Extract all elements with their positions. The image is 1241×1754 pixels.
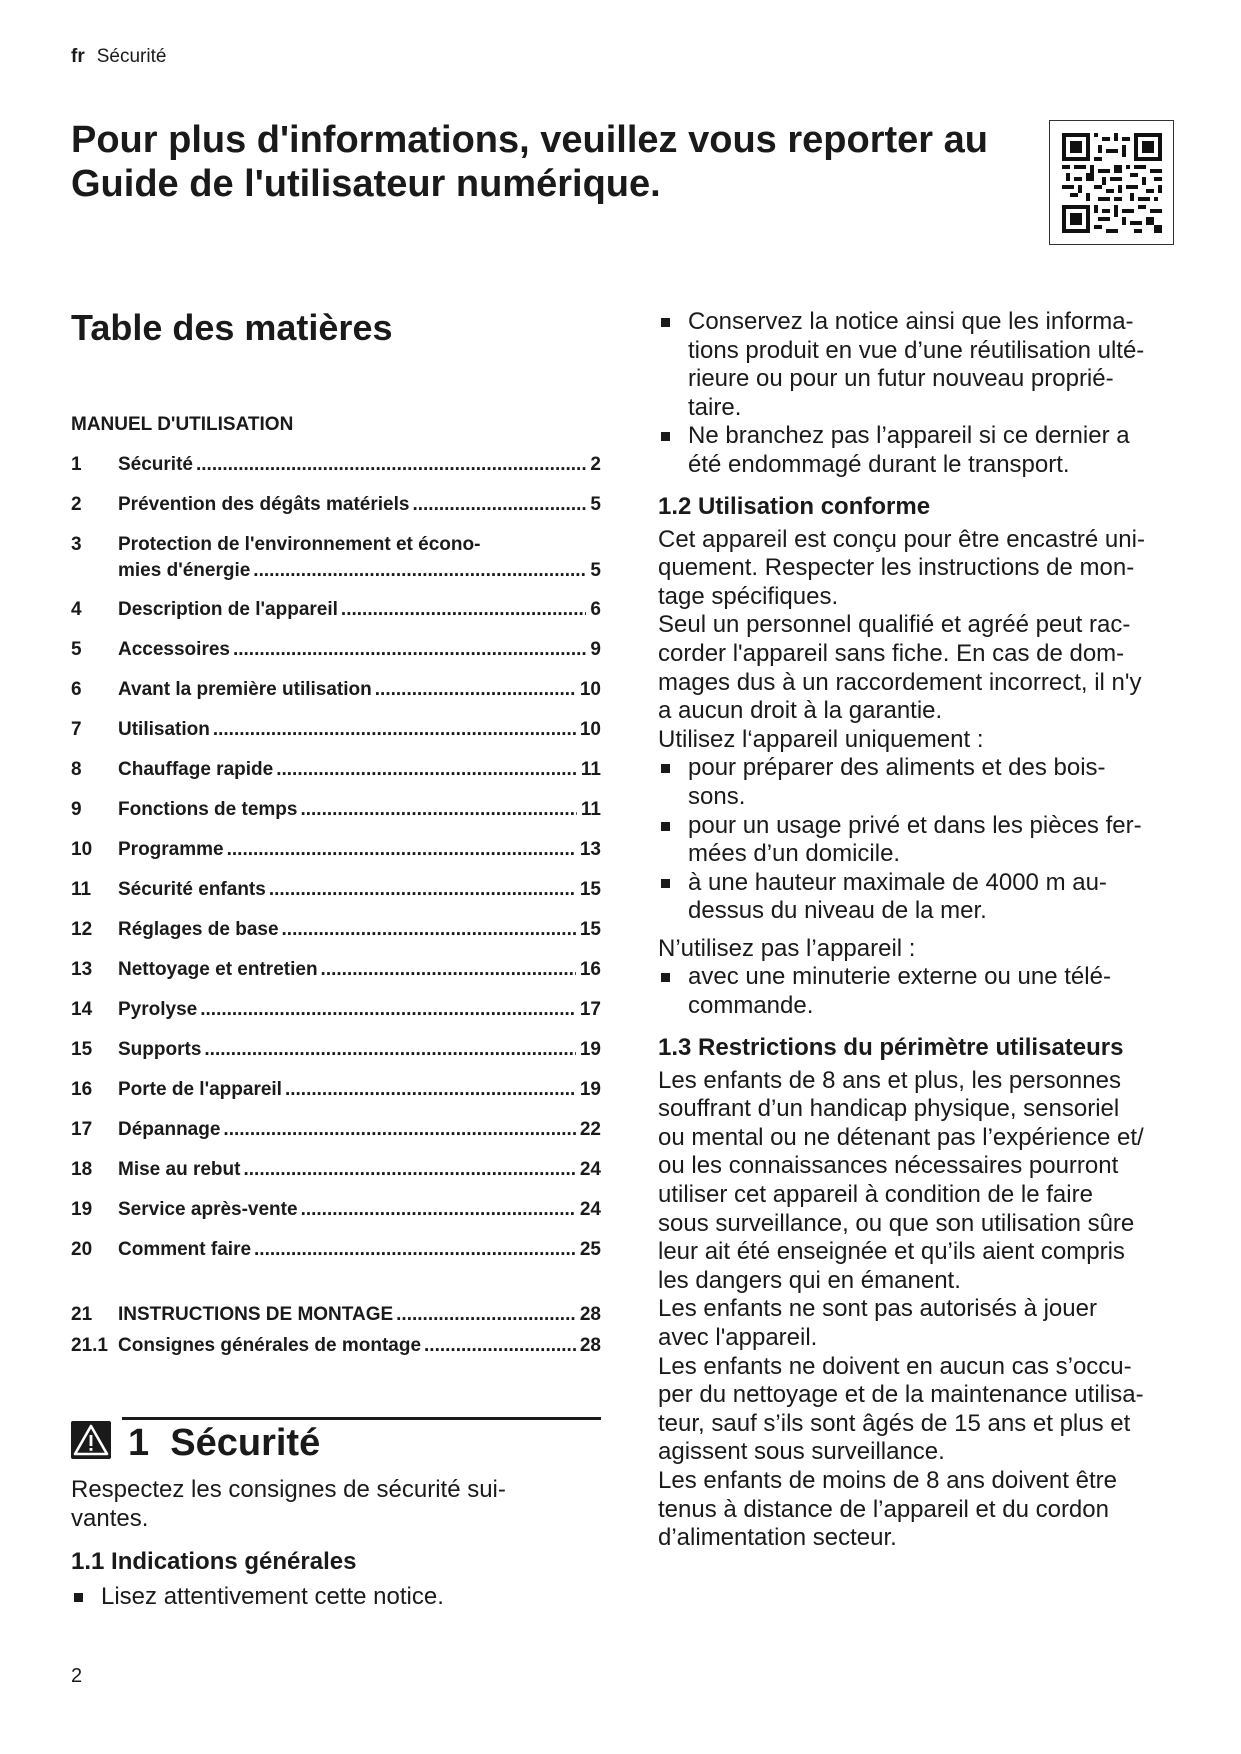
- language-code: fr: [71, 46, 85, 67]
- toc-leader-dots: [341, 599, 587, 621]
- toc-entry-label: Supports: [118, 1039, 202, 1060]
- toc-entry-label-line1: Protection de l'environnement et écono-: [118, 534, 481, 555]
- toc-entry-page: 19: [579, 1039, 601, 1060]
- text-line: dessus du niveau de la mer.: [688, 897, 987, 925]
- toc-leader-dots: [253, 560, 586, 582]
- text-line: Conservez la notice ainsi que les informa-: [688, 308, 1134, 335]
- text-line: mées d’un domicile.: [688, 840, 901, 868]
- text-line: corder l'appareil sans fiche. En cas de dom-: [658, 639, 1125, 667]
- text-line: tions produit en vue d’une réutilisation ulté-: [688, 336, 1145, 364]
- text-line: souffrant d’un handicap physique, sensoriel: [658, 1095, 1120, 1123]
- toc-entry-page: 10: [579, 719, 601, 740]
- toc-entry-label: Porte de l'appareil: [118, 1079, 282, 1100]
- toc-leader-dots: [204, 1039, 575, 1061]
- text-line: ou les connaissances nécessaires pourront: [658, 1152, 1119, 1180]
- intro-line: vantes.: [71, 1504, 149, 1532]
- qr-code-icon: [1049, 120, 1174, 245]
- section-number: 1: [128, 1422, 150, 1464]
- toc-entry-number: 12: [71, 919, 93, 940]
- toc-entry[interactable]: [71, 1159, 601, 1181]
- text-line: Les enfants ne sont pas autorisés à jouer: [658, 1295, 1097, 1323]
- toc-entry-page: 22: [579, 1119, 601, 1140]
- toc-leader-dots: [200, 999, 576, 1021]
- toc-entry-page: 5: [590, 560, 601, 581]
- toc-entry-page: 9: [590, 639, 601, 660]
- toc-entry-label: Avant la première utilisation: [118, 679, 372, 700]
- toc-heading: MANUEL D'UTILISATION: [71, 414, 294, 435]
- text-line: leur ait été enseignée et qu’ils aient compris: [658, 1238, 1125, 1266]
- toc-entry[interactable]: [71, 999, 601, 1021]
- text-line: Ne branchez pas l’appareil si ce dernier a: [688, 422, 1130, 450]
- toc-entry-page: 11: [580, 759, 601, 780]
- toc-leader-dots: [196, 454, 586, 476]
- toc-entry-number: 14: [71, 999, 93, 1020]
- toc-entry-number: 21: [71, 1304, 93, 1325]
- toc-entry-page: 10: [579, 679, 601, 700]
- toc-entry[interactable]: [71, 1199, 601, 1221]
- toc-entry-page: 24: [579, 1159, 601, 1180]
- toc-leader-dots: [282, 919, 576, 941]
- toc-entry-number: 4: [71, 599, 82, 620]
- toc-entry[interactable]: [71, 639, 601, 661]
- text-line: pour un usage privé et dans les pièces fer-: [688, 811, 1142, 839]
- toc-entry[interactable]: [71, 534, 601, 556]
- section-title-text: Sécurité: [170, 1422, 321, 1464]
- toc-entry-page: 6: [590, 599, 601, 620]
- text-line: quement. Respecter les instructions de mon-: [658, 554, 1135, 582]
- toc-title: Table des matières: [71, 307, 393, 348]
- toc-leader-dots: [254, 1239, 576, 1261]
- text-line: Utilisez l‘appareil uniquement :: [658, 725, 984, 753]
- toc-leader-dots: [227, 839, 576, 861]
- text-line: per du nettoyage et de la maintenance utilisa-: [658, 1381, 1144, 1409]
- bullet-item: Lisez attentivement cette notice.: [71, 1583, 631, 1612]
- toc-entry-label: Dépannage: [118, 1119, 221, 1140]
- toc-leader-dots: [301, 1199, 576, 1221]
- toc-entry[interactable]: [71, 919, 601, 941]
- toc-entry-number: 10: [71, 839, 93, 860]
- text-line: rieure ou pour un futur nouveau proprié-: [688, 365, 1114, 393]
- toc-entry-page: 11: [580, 799, 601, 820]
- banner-line-1: Pour plus d'informations, veuillez vous reporter au: [71, 119, 988, 161]
- toc-entry-number: 20: [71, 1239, 93, 1260]
- toc-entry-number: 2: [71, 494, 82, 515]
- toc-entry-page: 25: [579, 1239, 601, 1260]
- toc-leader-dots: [412, 494, 586, 516]
- toc-leader-dots: [213, 719, 576, 741]
- text-line: sons.: [688, 782, 746, 810]
- toc-entry-number: 21.1: [71, 1335, 108, 1356]
- intro-line: Respectez les consignes de sécurité sui-: [71, 1476, 506, 1503]
- banner-title: [71, 118, 1011, 206]
- toc-entry-label: Consignes générales de montage: [118, 1335, 422, 1356]
- toc-leader-dots: [375, 679, 576, 701]
- toc-entry[interactable]: [71, 799, 601, 821]
- text-line: tage spécifiques.: [658, 582, 839, 610]
- toc-entry[interactable]: [71, 1039, 601, 1061]
- toc-entry-number: 15: [71, 1039, 93, 1060]
- toc-entry-label: Mise au rebut: [118, 1159, 241, 1180]
- banner-line-2: Guide de l'utilisateur numérique.: [71, 163, 661, 205]
- text-line: taire.: [688, 393, 742, 421]
- toc-entry-page: 17: [579, 999, 601, 1020]
- toc-entry-continued[interactable]: [71, 560, 601, 582]
- toc-entry-page: 13: [579, 839, 601, 860]
- toc-entry-page: 15: [579, 919, 601, 940]
- toc-entry-label: Programme: [118, 839, 224, 860]
- toc-entry[interactable]: [71, 1335, 601, 1357]
- text-line: avec une minuterie externe ou une télé-: [688, 963, 1111, 991]
- toc-entry-number: 19: [71, 1199, 93, 1220]
- toc-entry[interactable]: [71, 719, 601, 741]
- toc-entry-label: INSTRUCTIONS DE MONTAGE: [118, 1304, 394, 1325]
- text-line: Les enfants de moins de 8 ans doivent être: [658, 1466, 1117, 1494]
- text-line: mages dus à un raccordement incorrect, il n'y: [658, 668, 1142, 696]
- bullet-item: [658, 812, 1186, 869]
- toc-entry-label: Description de l'appareil: [118, 599, 338, 620]
- text-line: ou mental ou ne détenant pas l’expérience et/: [658, 1123, 1144, 1151]
- subsection-heading-1-3: 1.3 Restrictions du périmètre utilisateurs: [658, 1033, 1124, 1061]
- toc-entry-label: Réglages de base: [118, 919, 279, 940]
- toc-entry-label: Utilisation: [118, 719, 210, 740]
- toc-entry-page: 28: [579, 1304, 601, 1325]
- section-title: [128, 1420, 320, 1466]
- section-intro: [71, 1476, 601, 1533]
- text-line: N’utilisez pas l’appareil :: [658, 934, 916, 962]
- toc-entry-page: 24: [579, 1199, 601, 1220]
- toc-leader-dots: [300, 799, 576, 821]
- text-line: tenus à distance de l’appareil et du cordon: [658, 1495, 1109, 1523]
- toc-entry-number: 8: [71, 759, 82, 780]
- bullet-item: [658, 963, 1186, 1020]
- toc-entry-page: 15: [579, 879, 601, 900]
- right-column: [658, 308, 1186, 1553]
- toc-entry-number: 13: [71, 959, 93, 980]
- text-line: utiliser cet appareil à condition de le faire: [658, 1181, 1093, 1209]
- running-header: [71, 46, 166, 68]
- toc-entry[interactable]: [71, 599, 601, 621]
- toc-leader-dots: [276, 759, 577, 781]
- toc-entry-number: 7: [71, 719, 82, 740]
- page-number: 2: [71, 1665, 83, 1687]
- toc-entry-label: Fonctions de temps: [118, 799, 298, 820]
- toc-entry-label: Pyrolyse: [118, 999, 198, 1020]
- bullet-item: [658, 422, 1186, 479]
- toc-entry-number: 1: [71, 454, 82, 475]
- toc-leader-dots: [269, 879, 576, 901]
- toc-entry-page: 16: [579, 959, 601, 980]
- text-line: commande.: [688, 992, 814, 1020]
- toc-entry[interactable]: [71, 759, 601, 781]
- toc-entry-number: 9: [71, 799, 82, 820]
- text-line: teur, sauf s’ils sont âgés de 15 ans et plus et: [658, 1409, 1131, 1437]
- toc-leader-dots: [223, 1119, 575, 1141]
- toc-entry-number: 17: [71, 1119, 93, 1140]
- toc-entry-label: Comment faire: [118, 1239, 252, 1260]
- bullet-item: [658, 754, 1186, 811]
- toc-leader-dots: [424, 1335, 576, 1357]
- toc-entry-label: Accessoires: [118, 639, 230, 660]
- toc-entry[interactable]: [71, 1304, 601, 1326]
- toc-entry-label: Chauffage rapide: [118, 759, 274, 780]
- toc-entry-page: 19: [579, 1079, 601, 1100]
- toc-leader-dots: [396, 1304, 576, 1326]
- text-line: avec l'appareil.: [658, 1324, 818, 1351]
- toc-entry-number: 3: [71, 534, 82, 555]
- toc-entry-page: 2: [590, 454, 601, 475]
- bullet-item: [658, 869, 1186, 926]
- toc-entry[interactable]: [71, 494, 601, 516]
- text-line: Les enfants de 8 ans et plus, les personnes: [658, 1066, 1121, 1094]
- text-line: sous surveillance, ou que son utilisation sûre: [658, 1209, 1135, 1237]
- subsection-heading-1-2: 1.2 Utilisation conforme: [658, 492, 931, 520]
- toc-entry-number: 6: [71, 679, 82, 700]
- toc-entry-label: Service après-vente: [118, 1199, 298, 1220]
- toc-entry-number: 5: [71, 639, 82, 660]
- text-line: agissent sous surveillance.: [658, 1438, 945, 1466]
- toc-entry-page: 28: [579, 1335, 601, 1356]
- toc-entry[interactable]: [71, 1079, 601, 1101]
- subsection-heading-1-1: 1.1 Indications générales: [71, 1548, 357, 1575]
- bullet-item: [658, 308, 1186, 422]
- text-line: été endommagé durant le transport.: [688, 450, 1070, 478]
- text-line: Seul un personnel qualifié et agréé peut rac-: [658, 611, 1131, 639]
- warning-triangle-icon: [71, 1421, 111, 1459]
- toc-entry-number: 18: [71, 1159, 93, 1180]
- toc-entry-number: 11: [71, 879, 92, 900]
- toc-entry-label: Prévention des dégâts matériels: [118, 494, 410, 515]
- text-line: Cet appareil est conçu pour être encastré uni-: [658, 525, 1145, 553]
- toc-entry[interactable]: [71, 679, 601, 701]
- toc-leader-dots: [285, 1079, 576, 1101]
- toc-entry[interactable]: [71, 839, 601, 861]
- toc-entry-label: Sécurité: [118, 454, 193, 475]
- toc-entry-label: mies d'énergie: [118, 560, 251, 581]
- text-line: à une hauteur maximale de 4000 m au-: [688, 868, 1107, 896]
- text-line: Les enfants ne doivent en aucun cas s’occu-: [658, 1352, 1132, 1380]
- toc-entry-label: Sécurité enfants: [118, 879, 266, 900]
- text-line: a aucun droit à la garantie.: [658, 697, 943, 725]
- toc-entry-page: 5: [590, 494, 601, 515]
- toc-entry-label: Nettoyage et entretien: [118, 959, 318, 980]
- toc-entry-number: 16: [71, 1079, 93, 1100]
- toc-leader-dots: [321, 959, 576, 981]
- toc-entry[interactable]: [71, 959, 601, 981]
- text-line: les dangers qui en émanent.: [658, 1266, 961, 1294]
- toc-leader-dots: [243, 1159, 575, 1181]
- toc-leader-dots: [233, 639, 586, 661]
- toc-entry[interactable]: [71, 879, 601, 901]
- toc-entry[interactable]: [71, 1239, 601, 1261]
- text-line: pour préparer des aliments et des bois-: [688, 754, 1106, 782]
- text-line: d’alimentation secteur.: [658, 1524, 897, 1552]
- toc-entry[interactable]: [71, 1119, 601, 1141]
- toc-entry[interactable]: [71, 454, 601, 476]
- header-section: Sécurité: [96, 46, 167, 67]
